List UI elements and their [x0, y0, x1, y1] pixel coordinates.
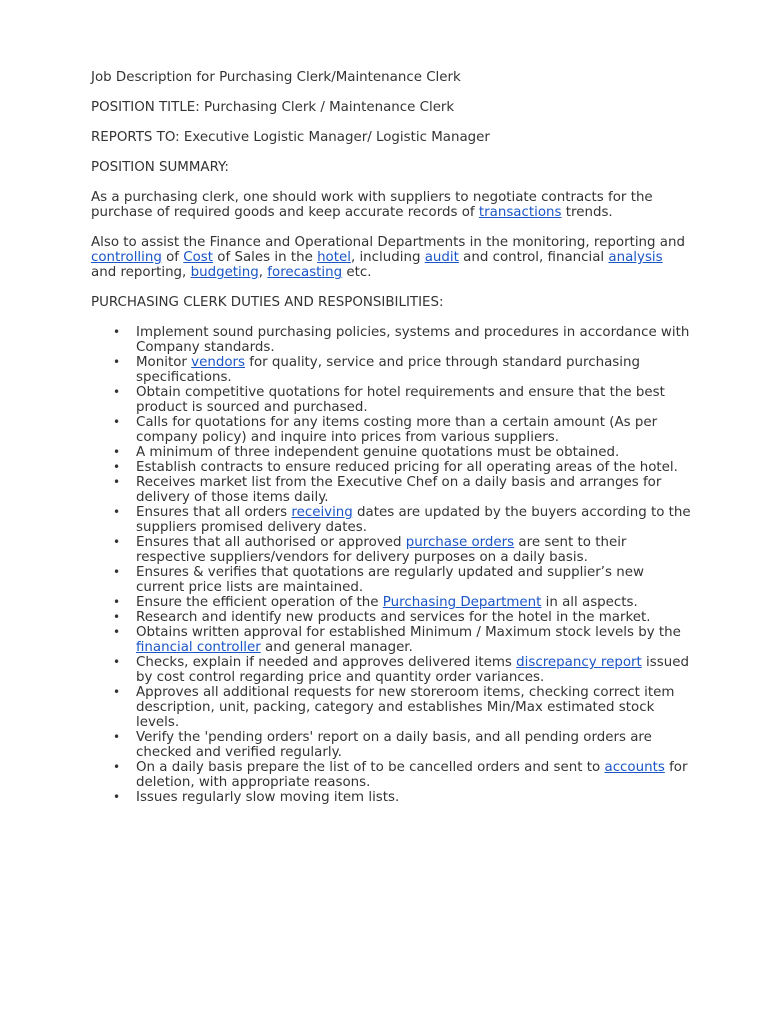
list-item: • Establish contracts to ensure reduced pricing for all operating areas of the hotel.	[136, 460, 691, 475]
link-financial-controller[interactable]: financial controller	[136, 640, 261, 655]
reports-to: REPORTS TO: Executive Logistic Manager/ Logistic Manager	[91, 130, 490, 145]
list-item: • On a daily basis prepare the list of to be cancelled orders and sent to accounts for deletion, with appropriate reasons.	[136, 760, 691, 790]
link-purchasing-department[interactable]: Purchasing Department	[382, 595, 542, 610]
list-item: • Research and identify new products and services for the hotel in the market.	[136, 610, 691, 625]
link-budgeting[interactable]: budgeting	[190, 265, 259, 280]
summary-heading: POSITION SUMMARY:	[91, 160, 229, 175]
list-item: • Ensures & verifies that quotations are regularly updated and supplier’s new current price lists are maintained.	[136, 565, 691, 595]
list-item: • Obtains written approval for established Minimum / Maximum stock levels by the financial controller and general manager.	[136, 625, 691, 655]
link-cost[interactable]: Cost	[183, 250, 214, 265]
summary-paragraph-2: Also to assist the Finance and Operational Departments in the monitoring, reporting and controlling of Cost of Sales in the hotel, including audit and control, financial analysis and reporting, budgeting, forecasting etc.	[91, 235, 685, 280]
link-receiving[interactable]: receiving	[291, 505, 353, 520]
list-item: • Issues regularly slow moving item lists.	[136, 790, 691, 805]
link-discrepancy-report[interactable]: discrepancy report	[516, 655, 642, 670]
list-item: • Checks, explain if needed and approves delivered items discrepancy report issued by cost control regarding price and quantity order variances.	[136, 655, 691, 685]
list-item: • Monitor vendors for quality, service and price through standard purchasing specifications.	[136, 355, 691, 385]
link-transactions[interactable]: transactions	[478, 205, 562, 220]
document-body	[91, 70, 691, 805]
link-analysis[interactable]: analysis	[608, 250, 663, 265]
list-item: • Ensures that all authorised or approved purchase orders are sent to their respective suppliers/vendors for delivery purposes on a daily basis.	[136, 535, 691, 565]
list-item: • Approves all additional requests for new storeroom items, checking correct item description, unit, packing, category and establishes Min/Max estimated stock levels.	[136, 685, 691, 730]
duties-heading: PURCHASING CLERK DUTIES AND RESPONSIBILITIES:	[91, 295, 444, 310]
list-item: • Ensures that all orders receiving dates are updated by the buyers according to the suppliers promised delivery dates.	[136, 505, 691, 535]
link-forecasting[interactable]: forecasting	[267, 265, 343, 280]
list-item: • Implement sound purchasing policies, systems and procedures in accordance with Company standards.	[136, 325, 691, 355]
summary-paragraph-1: As a purchasing clerk, one should work with suppliers to negotiate contracts for the purchase of required goods and keep accurate records of transactions trends.	[91, 190, 653, 220]
link-purchase-orders[interactable]: purchase orders	[405, 535, 515, 550]
list-item: • A minimum of three independent genuine quotations must be obtained.	[136, 445, 691, 460]
list-item: • Verify the 'pending orders' report on a daily basis, and all pending orders are checked and verified regularly.	[136, 730, 691, 760]
link-hotel[interactable]: hotel	[317, 250, 351, 265]
link-accounts[interactable]: accounts	[604, 760, 665, 775]
list-item: • Obtain competitive quotations for hotel requirements and ensure that the best product is sourced and purchased.	[136, 385, 691, 415]
position-title: POSITION TITLE: Purchasing Clerk / Maintenance Clerk	[91, 100, 455, 115]
duties-list	[91, 325, 691, 805]
document-heading: Job Description for Purchasing Clerk/Maintenance Clerk	[91, 70, 461, 85]
list-item: • Ensure the efficient operation of the Purchasing Department in all aspects.	[136, 595, 691, 610]
list-item: • Receives market list from the Executive Chef on a daily basis and arranges for delivery of those items daily.	[136, 475, 691, 505]
list-item: • Calls for quotations for any items costing more than a certain amount (As per company policy) and inquire into prices from various suppliers.	[136, 415, 691, 445]
link-vendors[interactable]: vendors	[191, 355, 245, 370]
link-audit[interactable]: audit	[424, 250, 459, 265]
link-controlling[interactable]: controlling	[91, 250, 162, 265]
